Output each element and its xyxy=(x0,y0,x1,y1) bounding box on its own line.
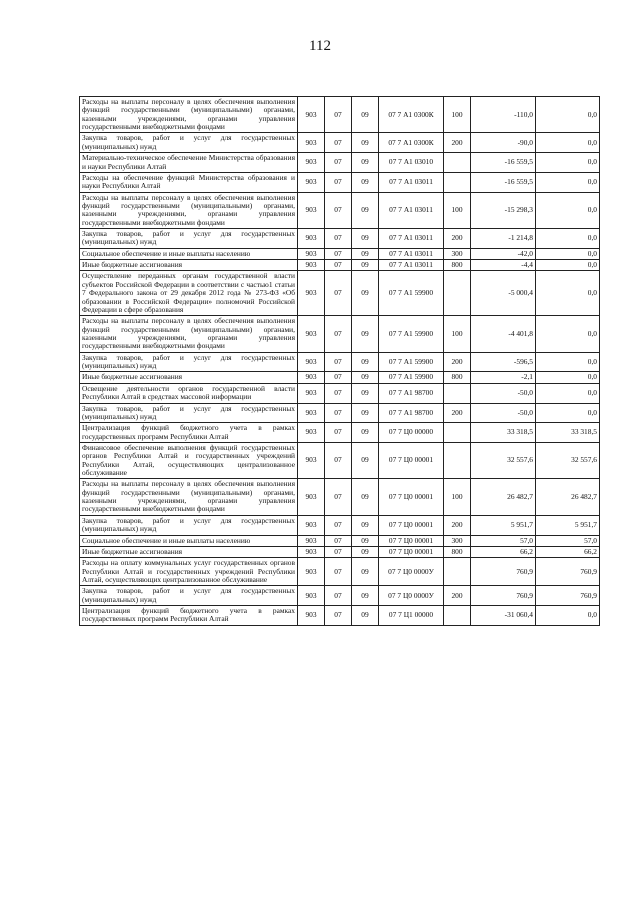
rz-code: 07 xyxy=(325,229,352,249)
rz-code: 07 xyxy=(325,479,352,515)
table-row xyxy=(80,383,600,403)
csr-code: 07 7 А1 59900 xyxy=(379,271,444,316)
rz-code: 07 xyxy=(325,133,352,153)
rz-code: 07 xyxy=(325,192,352,228)
pr-code: 09 xyxy=(352,442,379,478)
csr-code: 07 7 А1 03011 xyxy=(379,260,444,271)
rz-code: 07 xyxy=(325,535,352,546)
gr-code: 903 xyxy=(298,271,325,316)
amount-change: -4,4 xyxy=(471,260,536,271)
row-name: Расходы на обеспечение функций Министерства образования и науки Республики Алтай xyxy=(80,172,298,192)
gr-code: 903 xyxy=(298,352,325,372)
vr-code: 200 xyxy=(444,586,471,606)
rz-code: 07 xyxy=(325,316,352,352)
csr-code: 07 7 Ц0 00001 xyxy=(379,546,444,557)
gr-code: 903 xyxy=(298,442,325,478)
amount-change: 26 482,7 xyxy=(471,479,536,515)
row-name: Иные бюджетные ассигнования xyxy=(80,260,298,271)
csr-code: 07 7 А1 98700 xyxy=(379,403,444,423)
amount-change: -31 060,4 xyxy=(471,606,536,626)
vr-code: 100 xyxy=(444,479,471,515)
amount-change: -4 401,8 xyxy=(471,316,536,352)
pr-code: 09 xyxy=(352,372,379,383)
table-row xyxy=(80,248,600,259)
pr-code: 09 xyxy=(352,423,379,443)
vr-code: 800 xyxy=(444,546,471,557)
row-name: Расходы на оплату коммунальных услуг государственных органов Республики Алтай и государственных учреждений Республики Алтай, осуществляющих централизованное обслуживание xyxy=(80,558,298,586)
amount-total: 0,0 xyxy=(536,606,600,626)
amount-change: 760,9 xyxy=(471,558,536,586)
rz-code: 07 xyxy=(325,153,352,173)
row-name: Расходы на выплаты персоналу в целях обеспечения выполнения функций государственными (муниципальными) органами, казенными учреждениями, органами управления государственными внебюджетными фондами xyxy=(80,316,298,352)
amount-change: -16 559,5 xyxy=(471,153,536,173)
vr-code: 200 xyxy=(444,133,471,153)
rz-code: 07 xyxy=(325,606,352,626)
amount-change: 66,2 xyxy=(471,546,536,557)
gr-code: 903 xyxy=(298,515,325,535)
table-row xyxy=(80,172,600,192)
table-row xyxy=(80,586,600,606)
row-name: Социальное обеспечение и иные выплаты населению xyxy=(80,248,298,259)
amount-total: 0,0 xyxy=(536,383,600,403)
csr-code: 07 7 А1 0300К xyxy=(379,133,444,153)
gr-code: 903 xyxy=(298,586,325,606)
row-name: Закупка товаров, работ и услуг для государственных (муниципальных) нужд xyxy=(80,403,298,423)
row-name: Освещение деятельности органов государственной власти Республики Алтай в средствах массовой информации xyxy=(80,383,298,403)
amount-change: 5 951,7 xyxy=(471,515,536,535)
amount-total: 5 951,7 xyxy=(536,515,600,535)
table-row xyxy=(80,316,600,352)
gr-code: 903 xyxy=(298,479,325,515)
pr-code: 09 xyxy=(352,606,379,626)
pr-code: 09 xyxy=(352,133,379,153)
csr-code: 07 7 Ц0 0000У xyxy=(379,558,444,586)
row-name: Финансовое обеспечение выполнения функций государственных органов Республики Алтай и государственных учреждений Республики Алтай, осуществляющих централизованное обслуживание xyxy=(80,442,298,478)
csr-code: 07 7 Ц0 0000У xyxy=(379,586,444,606)
csr-code: 07 7 А1 03011 xyxy=(379,192,444,228)
amount-change: -50,0 xyxy=(471,383,536,403)
amount-change: 32 557,6 xyxy=(471,442,536,478)
amount-total: 0,0 xyxy=(536,229,600,249)
table-row xyxy=(80,423,600,443)
vr-code xyxy=(444,383,471,403)
row-name: Иные бюджетные ассигнования xyxy=(80,372,298,383)
rz-code: 07 xyxy=(325,546,352,557)
gr-code: 903 xyxy=(298,153,325,173)
pr-code: 09 xyxy=(352,558,379,586)
amount-change: -2,1 xyxy=(471,372,536,383)
gr-code: 903 xyxy=(298,606,325,626)
gr-code: 903 xyxy=(298,403,325,423)
pr-code: 09 xyxy=(352,515,379,535)
table-row xyxy=(80,260,600,271)
amount-change: 33 318,5 xyxy=(471,423,536,443)
rz-code: 07 xyxy=(325,271,352,316)
pr-code: 09 xyxy=(352,479,379,515)
row-name: Расходы на выплаты персоналу в целях обеспечения выполнения функций государственными (муниципальными) органами, казенными учреждениями, органами управления государственными внебюджетными фондами xyxy=(80,97,298,133)
csr-code: 07 7 А1 59900 xyxy=(379,316,444,352)
pr-code: 09 xyxy=(352,172,379,192)
row-name: Закупка товаров, работ и услуг для государственных (муниципальных) нужд xyxy=(80,586,298,606)
pr-code: 09 xyxy=(352,535,379,546)
amount-total: 33 318,5 xyxy=(536,423,600,443)
row-name: Расходы на выплаты персоналу в целях обеспечения выполнения функций государственными (муниципальными) органами, казенными учреждениями, органами управления государственными внебюджетными фондами xyxy=(80,192,298,228)
csr-code: 07 7 А1 03010 xyxy=(379,153,444,173)
pr-code: 09 xyxy=(352,546,379,557)
rz-code: 07 xyxy=(325,172,352,192)
amount-total: 760,9 xyxy=(536,586,600,606)
csr-code: 07 7 Ц1 00000 xyxy=(379,606,444,626)
amount-change: 57,0 xyxy=(471,535,536,546)
row-name: Расходы на выплаты персоналу в целях обеспечения выполнения функций государственными (муниципальными) органами, казенными учреждениями, органами управления государственными внебюджетными фондами xyxy=(80,479,298,515)
csr-code: 07 7 А1 03011 xyxy=(379,229,444,249)
table-row xyxy=(80,558,600,586)
rz-code: 07 xyxy=(325,97,352,133)
table-row xyxy=(80,133,600,153)
vr-code: 100 xyxy=(444,192,471,228)
amount-total: 760,9 xyxy=(536,558,600,586)
rz-code: 07 xyxy=(325,372,352,383)
table-row xyxy=(80,153,600,173)
row-name: Закупка товаров, работ и услуг для государственных (муниципальных) нужд xyxy=(80,133,298,153)
rz-code: 07 xyxy=(325,403,352,423)
gr-code: 903 xyxy=(298,192,325,228)
gr-code: 903 xyxy=(298,546,325,557)
csr-code: 07 7 А1 59900 xyxy=(379,372,444,383)
pr-code: 09 xyxy=(352,97,379,133)
vr-code xyxy=(444,442,471,478)
vr-code xyxy=(444,271,471,316)
table-row xyxy=(80,546,600,557)
row-name: Иные бюджетные ассигнования xyxy=(80,546,298,557)
vr-code: 200 xyxy=(444,352,471,372)
rz-code: 07 xyxy=(325,515,352,535)
vr-code: 200 xyxy=(444,229,471,249)
vr-code: 800 xyxy=(444,372,471,383)
pr-code: 09 xyxy=(352,153,379,173)
pr-code: 09 xyxy=(352,383,379,403)
gr-code: 903 xyxy=(298,535,325,546)
gr-code: 903 xyxy=(298,97,325,133)
gr-code: 903 xyxy=(298,372,325,383)
csr-code: 07 7 Ц0 00000 xyxy=(379,423,444,443)
table-row xyxy=(80,192,600,228)
gr-code: 903 xyxy=(298,172,325,192)
row-name: Осуществление переданных органам государственной власти субъектов Российской Федерации в соответствии с частью1 статьи 7 Федерального закона от 29 декабря 2012 года № 273-ФЗ «Об образовании в Российской Федерации» полномочий Российской Федерации в сфере образования xyxy=(80,271,298,316)
csr-code: 07 7 Ц0 00001 xyxy=(379,535,444,546)
csr-code: 07 7 А1 98700 xyxy=(379,383,444,403)
vr-code xyxy=(444,606,471,626)
rz-code: 07 xyxy=(325,423,352,443)
vr-code xyxy=(444,172,471,192)
table-row xyxy=(80,229,600,249)
amount-change: -1 214,8 xyxy=(471,229,536,249)
csr-code: 07 7 Ц0 00001 xyxy=(379,515,444,535)
amount-total: 0,0 xyxy=(536,192,600,228)
table-row xyxy=(80,479,600,515)
vr-code: 300 xyxy=(444,535,471,546)
pr-code: 09 xyxy=(352,403,379,423)
amount-total: 32 557,6 xyxy=(536,442,600,478)
amount-change: -50,0 xyxy=(471,403,536,423)
gr-code: 903 xyxy=(298,316,325,352)
csr-code: 07 7 А1 59900 xyxy=(379,352,444,372)
csr-code: 07 7 А1 0300К xyxy=(379,97,444,133)
row-name: Закупка товаров, работ и услуг для государственных (муниципальных) нужд xyxy=(80,352,298,372)
csr-code: 07 7 Ц0 00001 xyxy=(379,442,444,478)
row-name: Закупка товаров, работ и услуг для государственных (муниципальных) нужд xyxy=(80,229,298,249)
rz-code: 07 xyxy=(325,442,352,478)
amount-total: 0,0 xyxy=(536,97,600,133)
row-name: Закупка товаров, работ и услуг для государственных (муниципальных) нужд xyxy=(80,515,298,535)
csr-code: 07 7 А1 03011 xyxy=(379,248,444,259)
amount-change: -110,0 xyxy=(471,97,536,133)
amount-change: -42,0 xyxy=(471,248,536,259)
vr-code: 100 xyxy=(444,316,471,352)
table-row xyxy=(80,442,600,478)
table-row xyxy=(80,97,600,133)
gr-code: 903 xyxy=(298,260,325,271)
amount-change: -16 559,5 xyxy=(471,172,536,192)
rz-code: 07 xyxy=(325,586,352,606)
amount-change: -5 000,4 xyxy=(471,271,536,316)
table-row xyxy=(80,352,600,372)
amount-total: 0,0 xyxy=(536,403,600,423)
pr-code: 09 xyxy=(352,260,379,271)
amount-total: 57,0 xyxy=(536,535,600,546)
table-row xyxy=(80,515,600,535)
amount-change: -90,0 xyxy=(471,133,536,153)
vr-code xyxy=(444,423,471,443)
amount-total: 0,0 xyxy=(536,352,600,372)
amount-change: -15 298,3 xyxy=(471,192,536,228)
amount-total: 0,0 xyxy=(536,372,600,383)
pr-code: 09 xyxy=(352,352,379,372)
amount-total: 0,0 xyxy=(536,260,600,271)
rz-code: 07 xyxy=(325,248,352,259)
row-name: Материально-техническое обеспечение Министерства образования и науки Республики Алтай xyxy=(80,153,298,173)
gr-code: 903 xyxy=(298,133,325,153)
rz-code: 07 xyxy=(325,558,352,586)
vr-code xyxy=(444,153,471,173)
amount-total: 26 482,7 xyxy=(536,479,600,515)
gr-code: 903 xyxy=(298,423,325,443)
pr-code: 09 xyxy=(352,248,379,259)
gr-code: 903 xyxy=(298,558,325,586)
row-name: Централизация функций бюджетного учета в рамках государственных программ Республики Алтай xyxy=(80,606,298,626)
csr-code: 07 7 Ц0 00001 xyxy=(379,479,444,515)
vr-code: 300 xyxy=(444,248,471,259)
amount-total: 0,0 xyxy=(536,172,600,192)
pr-code: 09 xyxy=(352,586,379,606)
table-row xyxy=(80,372,600,383)
vr-code: 800 xyxy=(444,260,471,271)
amount-change: 760,9 xyxy=(471,586,536,606)
rz-code: 07 xyxy=(325,352,352,372)
rz-code: 07 xyxy=(325,260,352,271)
table-row xyxy=(80,403,600,423)
rz-code: 07 xyxy=(325,383,352,403)
page-number: 112 xyxy=(309,38,331,54)
table-row xyxy=(80,535,600,546)
vr-code: 100 xyxy=(444,97,471,133)
vr-code: 200 xyxy=(444,403,471,423)
budget-table xyxy=(79,96,600,626)
pr-code: 09 xyxy=(352,229,379,249)
row-name: Социальное обеспечение и иные выплаты населению xyxy=(80,535,298,546)
pr-code: 09 xyxy=(352,271,379,316)
gr-code: 903 xyxy=(298,229,325,249)
amount-total: 0,0 xyxy=(536,133,600,153)
amount-total: 0,0 xyxy=(536,316,600,352)
table-row xyxy=(80,606,600,626)
gr-code: 903 xyxy=(298,248,325,259)
amount-total: 66,2 xyxy=(536,546,600,557)
table-row xyxy=(80,271,600,316)
row-name: Централизация функций бюджетного учета в рамках государственных программ Республики Алтай xyxy=(80,423,298,443)
pr-code: 09 xyxy=(352,192,379,228)
amount-change: -596,5 xyxy=(471,352,536,372)
vr-code xyxy=(444,558,471,586)
amount-total: 0,0 xyxy=(536,248,600,259)
pr-code: 09 xyxy=(352,316,379,352)
amount-total: 0,0 xyxy=(536,153,600,173)
vr-code: 200 xyxy=(444,515,471,535)
amount-total: 0,0 xyxy=(536,271,600,316)
gr-code: 903 xyxy=(298,383,325,403)
csr-code: 07 7 А1 03011 xyxy=(379,172,444,192)
